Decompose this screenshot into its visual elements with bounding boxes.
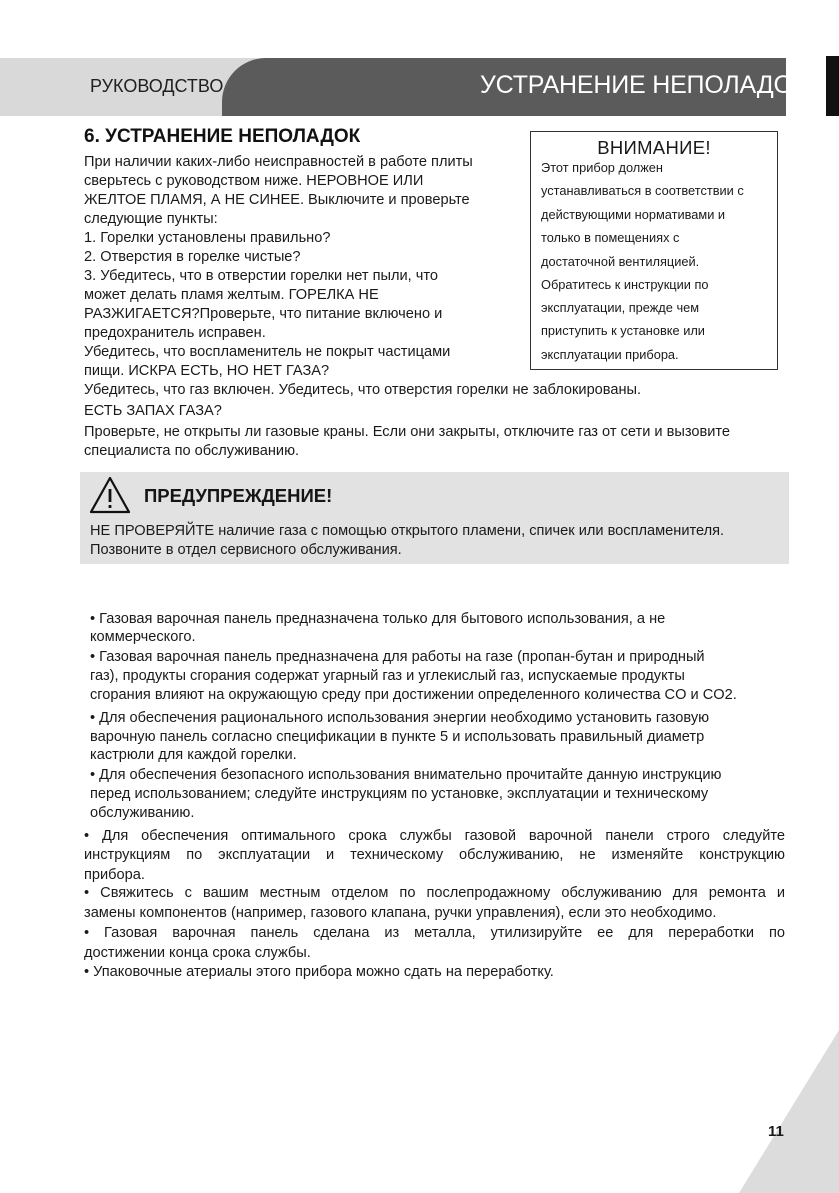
- attention-line: приступить к установке или: [541, 323, 705, 338]
- body-line: предохранитель исправен.: [84, 325, 266, 341]
- attention-title: ВНИМАНИЕ!: [597, 137, 711, 158]
- note-line: перед использованием; следуйте инструкциям по установке, эксплуатации и техническому: [90, 786, 709, 802]
- body-line: 2. Отверстия в горелке чистые?: [84, 249, 301, 265]
- note-line: газ), продукты сгорания содержат угарный газ и углекислый газ, испускаемые продукты: [90, 668, 685, 684]
- note-line: коммерческого.: [90, 629, 196, 645]
- warning-line: Позвоните в отдел сервисного обслуживания.: [90, 542, 402, 558]
- warning-title: ПРЕДУПРЕЖДЕНИЕ!: [144, 485, 333, 506]
- note-line: • Для обеспечения рационального использования энергии необходимо установить газовую: [90, 710, 710, 726]
- page-corner-decoration: [739, 1030, 839, 1193]
- attention-line: Обратитесь к инструкции по: [541, 277, 709, 292]
- note-line-justified: • Газовая варочная панель сделана из металла, утилизируйте ее для переработки по: [84, 925, 785, 941]
- attention-line: действующими нормативами и: [541, 207, 726, 222]
- note-line: • Упаковочные атериалы этого прибора можно сдать на переработку.: [84, 964, 554, 980]
- attention-line: эксплуатации, прежде чем: [541, 300, 700, 315]
- note-line: варочную панель согласно спецификации в пункте 5 и использовать правильный диаметр: [90, 729, 705, 745]
- header-manual-label: РУКОВОДСТВО: [90, 76, 224, 96]
- body-line: ЕСТЬ ЗАПАХ ГАЗА?: [84, 403, 222, 419]
- note-line: • Для обеспечения безопасного использования внимательно прочитайте данную инструкцию: [90, 767, 722, 783]
- body-line: специалиста по обслуживанию.: [84, 443, 300, 459]
- body-line: 1. Горелки установлены правильно?: [84, 230, 331, 246]
- attention-line: эксплуатации прибора.: [541, 347, 679, 362]
- note-line: • Газовая варочная панель предназначена только для бытового использования, а не: [90, 611, 666, 627]
- warning-line: НЕ ПРОВЕРЯЙТЕ наличие газа с помощью открытого пламени, спичек или воспламенителя.: [90, 523, 725, 539]
- body-line: При наличии каких-либо неисправностей в работе плиты: [84, 154, 473, 170]
- body-line: Убедитесь, что газ включен. Убедитесь, что отверстия горелки не заблокированы.: [84, 382, 642, 398]
- note-line-justified: инструкциям по эксплуатации и техническому обслуживанию, не изменяйте конструкцию: [84, 847, 785, 863]
- body-line: следующие пункты:: [84, 211, 218, 227]
- warning-triangle-icon: [88, 475, 132, 515]
- note-line: обслуживанию.: [90, 805, 195, 821]
- note-line-justified: • Для обеспечения оптимального срока службы газовой варочной панели строго следуйте: [84, 828, 785, 844]
- header-section-label: УСТРАНЕНИЕ НЕПОЛАДОК: [480, 71, 808, 99]
- note-line: достижении конца срока службы.: [84, 945, 311, 961]
- page-edge-marker: [826, 56, 839, 116]
- note-line: • Газовая варочная панель предназначена для работы на газе (пропан-бутан и природный: [90, 649, 705, 665]
- page-number: 11: [768, 1123, 784, 1140]
- body-line: пищи. ИСКРА ЕСТЬ, НО НЕТ ГАЗА?: [84, 363, 330, 379]
- note-line: кастрюли для каждой горелки.: [90, 747, 297, 763]
- attention-line: Этот прибор должен: [541, 160, 663, 175]
- attention-line: устанавливаться в соответствии с: [541, 183, 744, 198]
- section-title: 6. УСТРАНЕНИЕ НЕПОЛАДОК: [84, 126, 361, 147]
- body-line: 3. Убедитесь, что в отверстии горелки нет пыли, что: [84, 268, 439, 284]
- note-line: сгорания влияют на окружающую среду при достижении определенного количества CO и CO2.: [90, 687, 737, 703]
- body-line: Убедитесь, что воспламенитель не покрыт частицами: [84, 344, 451, 360]
- body-line: ЖЕЛТОЕ ПЛАМЯ, А НЕ СИНЕЕ. Выключите и проверьте: [84, 192, 470, 208]
- attention-line: достаточной вентиляцией.: [541, 254, 700, 269]
- body-line: РАЗЖИГАЕТСЯ?Проверьте, что питание включено и: [84, 306, 443, 322]
- note-line: прибора.: [84, 867, 145, 883]
- body-line: может делать пламя желтым. ГОРЕЛКА НЕ: [84, 287, 379, 303]
- note-line-justified: • Свяжитесь с вашим местным отделом по послепродажному обслуживанию для ремонта и: [84, 885, 785, 901]
- note-line: замены компонентов (например, газового клапана, ручки управления), если это необходимо.: [84, 905, 717, 921]
- attention-line: только в помещениях с: [541, 230, 680, 245]
- body-line: сверьтесь с руководством ниже. НЕРОВНОЕ ИЛИ: [84, 173, 424, 189]
- body-line: Проверьте, не открыты ли газовые краны. Если они закрыты, отключите газ от сети и вызовите: [84, 424, 731, 440]
